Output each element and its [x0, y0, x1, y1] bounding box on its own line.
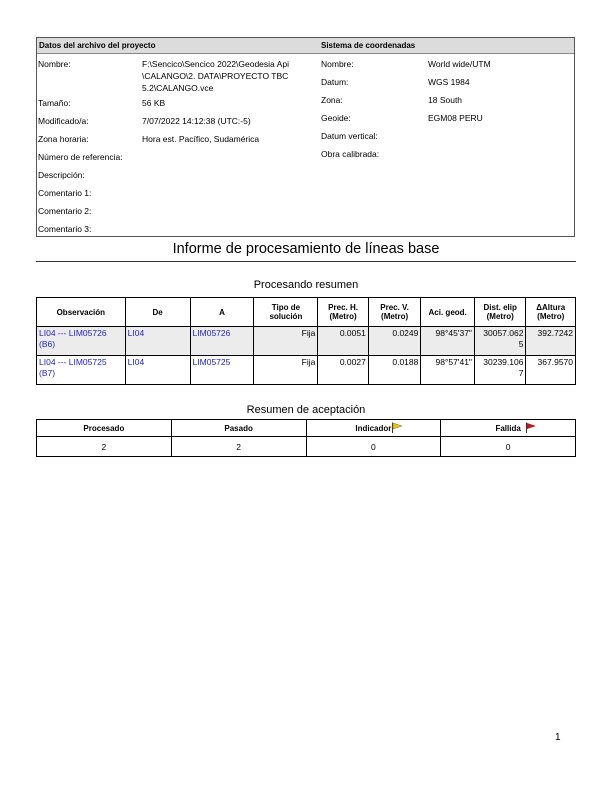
- col-to: A: [190, 298, 254, 327]
- coord-name-value: World wide/UTM: [428, 59, 491, 69]
- coordinate-system-heading: Sistema de coordenadas: [321, 41, 416, 50]
- distance-cell: 30057.062 5: [474, 327, 526, 356]
- project-info-header: [37, 38, 574, 54]
- solution-type-cell: Fija: [254, 356, 318, 385]
- col-delta-height: ΔAltura (Metro): [526, 298, 576, 327]
- col-observation: Observación: [37, 298, 126, 327]
- observation-link[interactable]: LI04 --- LIM05726 (B6): [37, 327, 126, 356]
- col-solution-type: Tipo de solución: [254, 298, 318, 327]
- col-failed: [441, 420, 576, 437]
- prec-h-cell: 0.0027: [318, 356, 368, 385]
- col-azimuth: Aci. geod.: [421, 298, 475, 327]
- col-passed: Pasado: [171, 420, 306, 437]
- acceptance-table: [36, 419, 576, 457]
- red-flag-icon: [525, 422, 537, 433]
- comment-2-label: Comentario 2:: [38, 206, 92, 216]
- prec-h-cell: 0.0051: [318, 327, 368, 356]
- solution-type-cell: Fija: [254, 327, 318, 356]
- failed-value: 0: [441, 437, 576, 457]
- col-prec-h: Prec. H. (Metro): [318, 298, 368, 327]
- passed-value: 2: [171, 437, 306, 457]
- timezone-value: Hora est. Pacífico, Sudamérica: [142, 134, 260, 144]
- file-path-value: F:\Sencico\Sencico 2022\Geodesia Api \CALANGO\2. DATA\PROYECTO TBC 5.2\CALANGO.vce: [142, 59, 289, 93]
- col-indicator: [306, 420, 441, 437]
- col-processed: Procesado: [37, 420, 172, 437]
- name-label: Nombre:: [38, 59, 71, 69]
- zone-value: 18 South: [428, 95, 463, 105]
- prec-v-cell: 0.0249: [368, 327, 421, 356]
- vertical-datum-label: Datum vertical:: [321, 131, 378, 141]
- project-data-heading: Datos del archivo del proyecto: [39, 41, 156, 50]
- page-number: 1: [555, 732, 561, 743]
- to-link[interactable]: LIM05725: [190, 356, 254, 385]
- reference-number-label: Número de referencia:: [38, 152, 123, 162]
- calibrated-work-label: Obra calibrada:: [321, 149, 380, 159]
- distance-cell: 30239.106 7: [474, 356, 526, 385]
- timezone-label: Zona horaria:: [38, 134, 89, 144]
- zone-label: Zona:: [321, 95, 343, 105]
- azimuth-cell: 98°45'37": [421, 327, 475, 356]
- col-prec-v: Prec. V. (Metro): [368, 298, 421, 327]
- observation-link[interactable]: LI04 --- LIM05725 (B7): [37, 356, 126, 385]
- acceptance-summary-title: Resumen de aceptación: [246, 404, 366, 416]
- datum-value: WGS 1984: [428, 77, 470, 87]
- to-link[interactable]: LIM05726: [190, 327, 254, 356]
- description-label: Descripción:: [38, 170, 85, 180]
- processing-table: [36, 297, 576, 385]
- delta-height-cell: 367.9570: [526, 356, 576, 385]
- indicator-label: Indicador: [355, 423, 392, 433]
- comment-3-label: Comentario 3:: [38, 224, 92, 234]
- modified-value: 7/07/2022 14:12:38 (UTC:-5): [142, 116, 251, 126]
- failed-label: Fallida: [495, 423, 521, 433]
- yellow-flag-icon: [391, 422, 403, 433]
- size-value: 56 KB: [142, 98, 166, 108]
- from-link[interactable]: LI04: [125, 356, 190, 385]
- from-link[interactable]: LI04: [125, 327, 190, 356]
- datum-label: Datum:: [321, 77, 349, 87]
- comment-1-label: Comentario 1:: [38, 188, 92, 198]
- title-divider: [36, 261, 576, 262]
- col-ellipsoid-distance: Dist. elip (Metro): [474, 298, 526, 327]
- acceptance-values-row: [37, 437, 576, 457]
- size-label: Tamaño:: [38, 98, 71, 108]
- geoid-value: EGM08 PERU: [428, 113, 483, 123]
- table-row: [37, 327, 576, 356]
- prec-v-cell: 0.0188: [368, 356, 421, 385]
- modified-label: Modificado/a:: [38, 116, 89, 126]
- table-row: [37, 356, 576, 385]
- delta-height-cell: 392.7242: [526, 327, 576, 356]
- geoid-label: Geoide:: [321, 113, 351, 123]
- report-title: Informe de procesamiento de líneas base: [172, 241, 440, 257]
- azimuth-cell: 98°57'41": [421, 356, 475, 385]
- coord-name-label: Nombre:: [321, 59, 354, 69]
- processed-value: 2: [37, 437, 172, 457]
- col-from: De: [125, 298, 190, 327]
- processing-header-row: [37, 298, 576, 327]
- project-info-box: [36, 37, 575, 237]
- processing-summary-title: Procesando resumen: [253, 279, 359, 291]
- acceptance-header-row: [37, 420, 576, 437]
- indicator-value: 0: [306, 437, 441, 457]
